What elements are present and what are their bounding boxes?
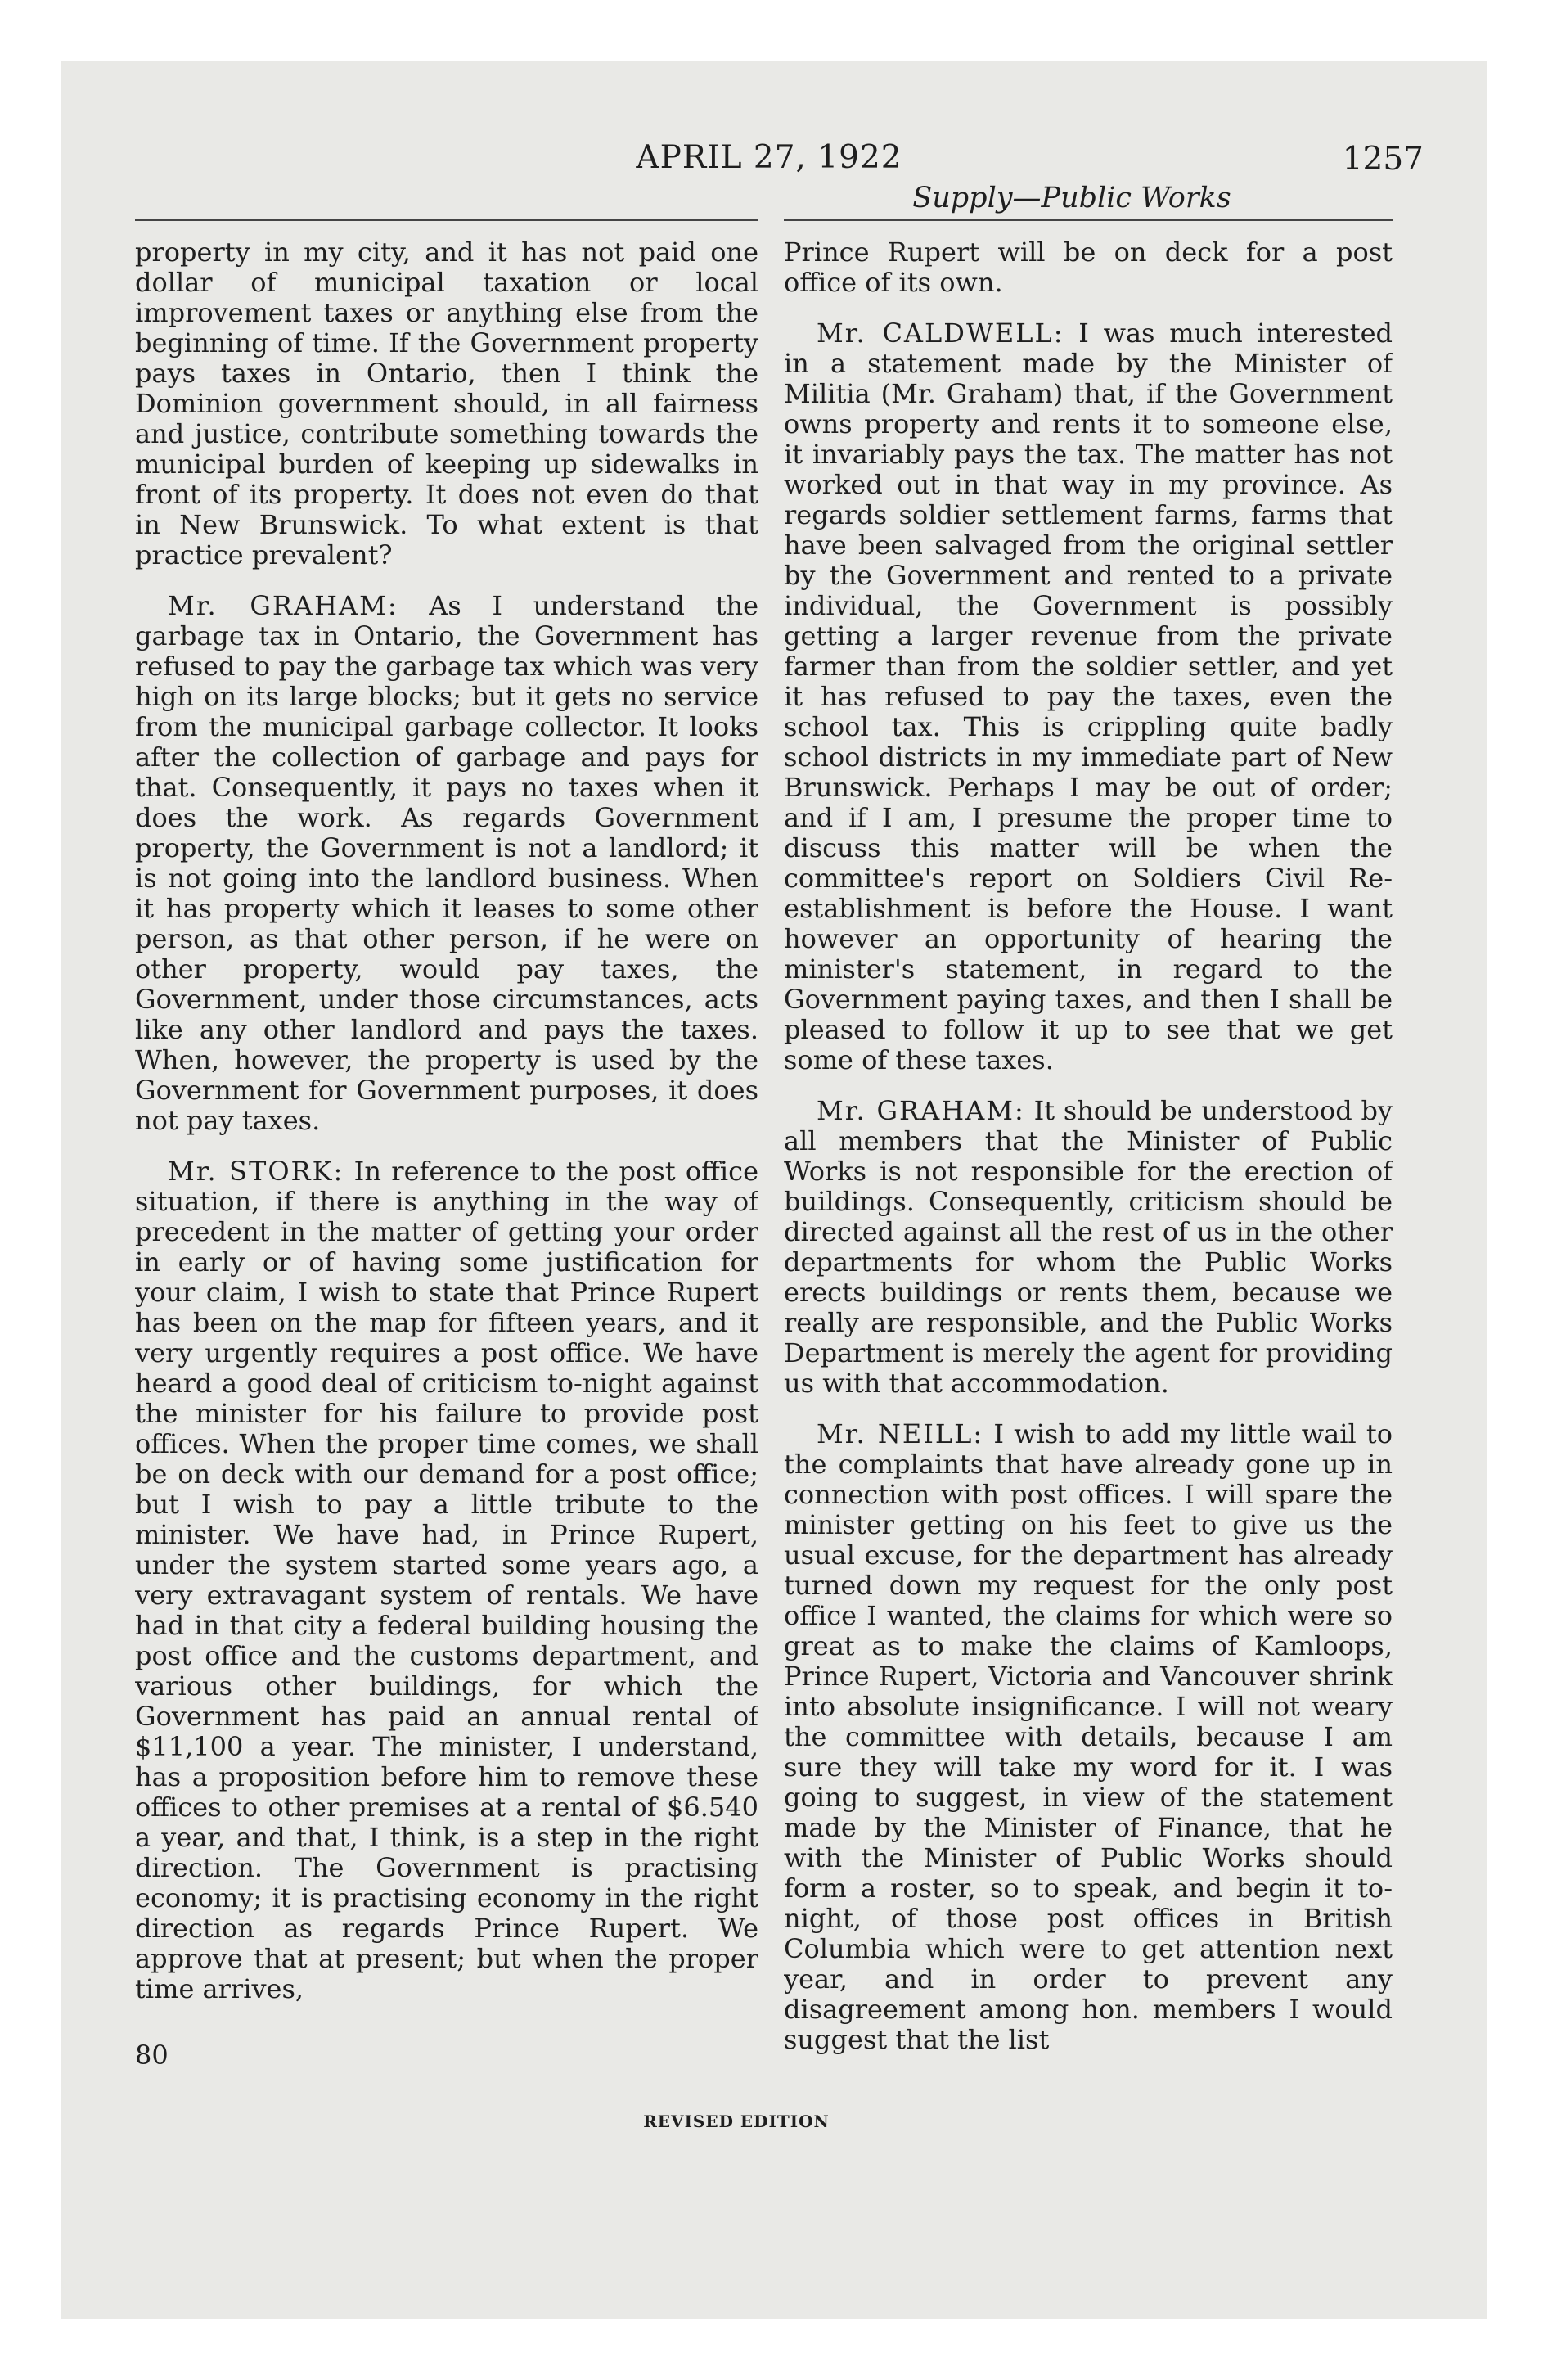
right-paragraph-1 [784,237,1393,298]
speaker-name: Mr. GRAHAM: [168,590,398,621]
right-column [784,237,1393,2071]
footer-edition: REVISED EDITION [643,2112,830,2131]
header-rule-right [784,219,1393,221]
header-rule-left [135,219,758,221]
left-column [135,237,758,2071]
paragraph-text: I was much interested in a statement made by the Minister of Militia (Mr. Graham) that, if the Government owns property and rents it to someone else, it invariably pays the tax. The matter has not worked out in that way in my province. As regards soldier settlement farms, farms that have been salvaged from the original settler by the Government and rented to a private individual, the Government is possibly getting a larger revenue from the private farmer than from the soldier settler, and yet it has refused to pay the taxes, even the school tax. This is crippling quite badly school districts in my immediate part of New Brunswick. Perhaps I may be out of order; and if I am, I presume the proper time to discuss this matter will be when the committee's report on Soldiers Civil Re-establishment is before the House. I want however an opportunity of hearing the minister's statement, in regard to the Government paying taxes, and then I shall be pleased to follow it up to see that we get some of these taxes. [784,318,1393,1075]
paragraph-text: It should be understood by all members that the Minister of Public Works is not responsible for the erection of buildings. Consequently, criticism should be directed against all the rest of us in the other departments for whom the Public Works erects buildings or rents them, because we really are responsible, and the Public Works Department is merely the agent for providing us with that accommodation. [784,1095,1393,1399]
paragraph-text: In reference to the post office situation, if there is anything in the way of precedent in the matter of getting your order in early or of having some justification for your claim, I wish to state that Prince Rupert has been on the map for fifteen years, and it very urgently requires a post office. We have heard a good deal of criticism to-night against the minister for his failure to provide post offices. When the proper time comes, we shall be on deck with our demand for a post office; but I wish to pay a little tribute to the minister. We have had, in Prince Rupert, under the system started some years ago, a very extravagant system of rentals. We have had in that city a federal building housing the post office and the customs department, and various other buildings, for which the Government has paid an annual rental of $11,100 a year. The minister, I understand, has a proposition before him to remove these offices to other premises at a rental of $6.540 a year, and that, I think, is a step in the right direction. The Government is practising economy; it is practising economy in the right direction as regards Prince Rupert. We approve that at present; but when the proper time arrives, [135,1156,758,2004]
left-paragraph-3 [135,1156,758,2004]
right-paragraph-2 [784,318,1393,1075]
speaker-name: Mr. STORK: [168,1156,344,1187]
paragraph-text: As I understand the garbage tax in Ontario, the Government has refused to pay the garbage tax which was very high on its large blocks; but it gets no service from the municipal garbage collector. It looks after the collection of garbage and pays for that. Consequently, it pays no taxes when it does the work. As regards Government property, the Government is not a landlord; it is not going into the landlord business. When it has property which it leases to some other person, as that other person, if he were on other property, would pay taxes, the Government, under those circumstances, acts like any other landlord and pays the taxes. When, however, the property is used by the Government for Government purposes, it does not pay taxes. [135,590,758,1136]
speaker-name: Mr. GRAHAM: [817,1095,1025,1126]
right-paragraph-3 [784,1096,1393,1399]
speaker-name: Mr. CALDWELL: [817,318,1064,349]
header-date: APRIL 27, 1922 [636,139,902,176]
left-paragraph-1 [135,237,758,570]
header-subject: Supply—Public Works [912,182,1231,214]
signature-folio: 80 [135,2040,169,2071]
paragraph-text: Prince Rupert will be on deck for a post office of its own. [784,237,1393,298]
speaker-name: Mr. NEILL: [817,1418,984,1449]
header-page-number: 1257 [1342,141,1424,178]
left-paragraph-2 [135,591,758,1136]
right-paragraph-4 [784,1419,1393,2055]
paragraph-text: property in my city, and it has not paid one dollar of municipal taxation or local improvement taxes or anything else from the beginning of time. If the Government property pays taxes in Ontario, then I think the Dominion government should, in all fairness and justice, contribute something towards the municipal burden of keeping up sidewalks in front of its property. It does not even do that in New Brunswick. To what extent is that practice prevalent? [135,237,758,570]
paragraph-text: I wish to add my little wail to the complaints that have already gone up in connection with post offices. I will spare the minister getting on his feet to give us the usual excuse, for the department has already turned down my request for the only post office I wanted, the claims for which were so great as to make the claims of Kamloops, Prince Rupert, Victoria and Vancouver shrink into absolute insignificance. I will not weary the committee with details, because I am sure they will take my word for it. I was going to suggest, in view of the statement made by the Minister of Finance, that he with the Minister of Public Works should form a roster, so to speak, and begin it to-night, of those post offices in British Columbia which were to get attention next year, and in order to prevent any disagreement among hon. members I would suggest that the list [784,1418,1393,2055]
